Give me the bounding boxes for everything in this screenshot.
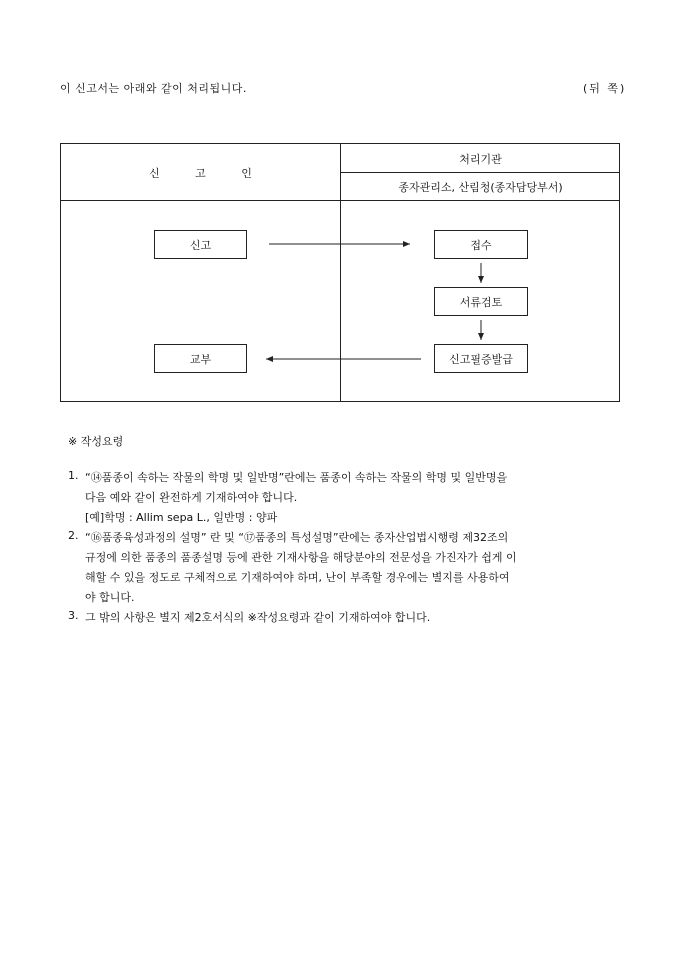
step-certificate-issue: 신고필증발급 xyxy=(434,344,528,373)
step-document-review: 서류검토 xyxy=(434,287,528,316)
note-number: 2. xyxy=(68,529,79,542)
notes-title: ※ 작성요령 xyxy=(68,435,124,448)
note-line: “⑯품종육성과정의 설명” 란 및 “⑰품종의 특성설명”란에는 종자산업법시행령 제32조의 xyxy=(85,531,509,544)
processing-flow-table xyxy=(60,143,620,402)
note-line: 그 밖의 사항은 별지 제2호서식의 ※작성요령과 같이 기재하여야 합니다. xyxy=(85,611,431,624)
note-line: 해할 수 있을 정도로 구체적으로 기재하여야 하며, 난이 부족할 경우에는 별지를 사용하여 xyxy=(85,571,510,584)
step-report: 신고 xyxy=(154,230,247,259)
applicant-column-header: 신 고 인 xyxy=(149,167,268,180)
step-delivery: 교부 xyxy=(154,344,247,373)
header-text: 이 신고서는 아래와 같이 처리됩니다. xyxy=(60,82,247,95)
back-side-label: (뒤 쪽) xyxy=(583,82,627,95)
note-number: 1. xyxy=(68,469,79,482)
flow-arrows xyxy=(61,144,621,403)
note-line: [예]학명 : Allim sepa L., 일반명 : 양파 xyxy=(85,511,278,524)
note-line: 다음 예와 같이 완전하게 기재하여야 합니다. xyxy=(85,491,298,504)
note-number: 3. xyxy=(68,609,79,622)
agency-column-header: 처리기관 xyxy=(459,153,502,166)
step-receipt: 접수 xyxy=(434,230,528,259)
note-line: 야 합니다. xyxy=(85,591,135,604)
agency-name: 종자관리소, 산림청(종자담당부서) xyxy=(398,181,563,194)
note-line: 규정에 의한 품종의 품종설명 등에 관한 기재사항을 해당분야의 전문성을 가진자가 쉽게 이 xyxy=(85,551,517,564)
note-line: “⑭품종이 속하는 작물의 학명 및 일반명”란에는 품종이 속하는 작물의 학명 및 일반명을 xyxy=(85,471,508,484)
